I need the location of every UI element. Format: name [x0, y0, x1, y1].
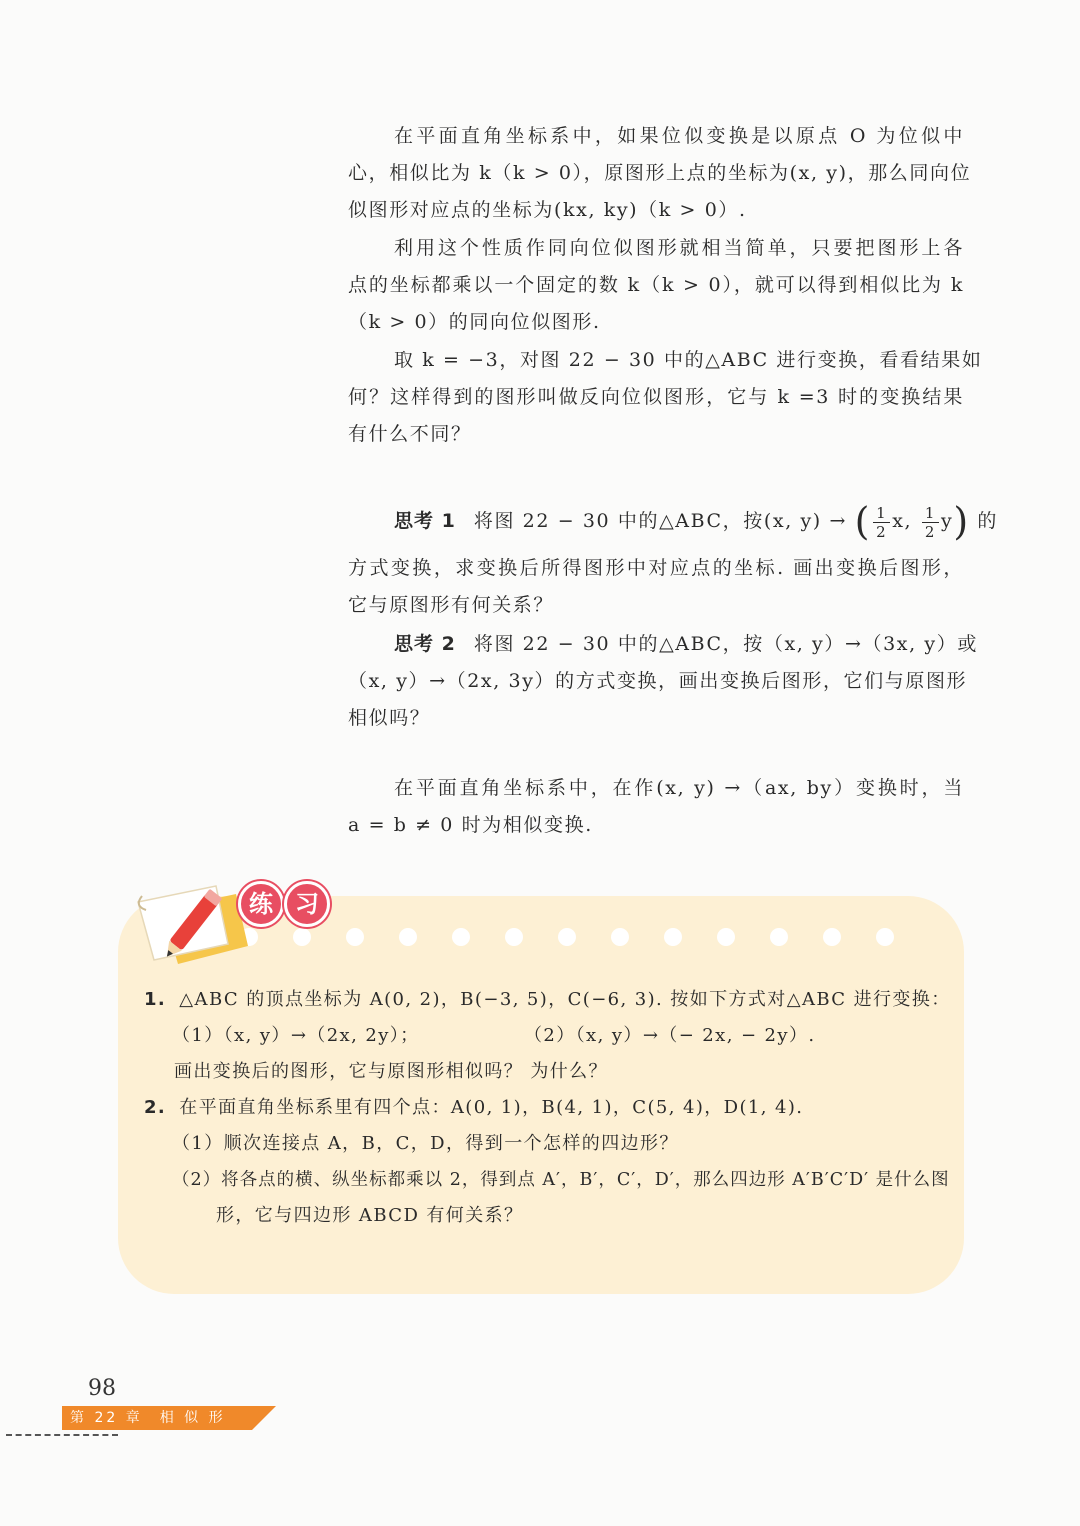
exercise-q1-part2: （2）（x, y）→（− 2x, − 2y）. — [524, 1025, 816, 1046]
exercise-badge-lian: 练 — [238, 881, 284, 927]
decor-dot — [664, 928, 682, 946]
q1-number: 1. — [144, 989, 167, 1010]
decor-dot — [823, 928, 841, 946]
text-line: 在平面直角坐标系中，在作(x, y) →（ax, by）变换时，当 — [394, 777, 964, 799]
text-line: 似图形对应点的坐标为(kx, ky)（k > 0）. — [348, 199, 747, 221]
text-line: （k > 0）的同向位似图形. — [348, 311, 601, 333]
exercise-q2-part2: （2）将各点的横、纵坐标都乘以 2，得到点 A′，B′，C′，D′，那么四边形 A′B′C′D′ 是什么图 — [172, 1170, 950, 1190]
q1-text: △ABC 的顶点坐标为 A(0, 2)，B(−3, 5)，C(−6, 3). 按如下方式对△ABC 进行变换： — [179, 989, 951, 1010]
text-line: 点的坐标都乘以一个固定的数 k（k > 0），就可以得到相似比为 k — [348, 274, 964, 296]
page-number: 98 — [88, 1376, 116, 1401]
exercise-q2 — [144, 1090, 803, 1126]
think-2-text: 将图 22 − 30 中的△ABC，按（x, y）→（3x, y）或 — [473, 633, 978, 655]
text-line: 心，相似比为 k（k > 0），原图形上点的坐标为(x, y)，那么同向位 — [348, 162, 972, 184]
paragraph-similarity-definition — [348, 118, 972, 229]
think-1 — [348, 498, 999, 624]
q2-text: 在平面直角坐标系里有四个点：A(0, 1)，B(4, 1)，C(5, 4)，D(1, 4). — [179, 1097, 804, 1118]
text-line: 有什么不同？ — [348, 423, 472, 445]
decor-dot — [611, 928, 629, 946]
chapter-title: 第 22 章 相 似 形 — [70, 1410, 226, 1426]
text-line: （x, y）→（2x, 3y）的方式变换，画出变换后图形，它们与原图形 — [348, 670, 968, 692]
exercise-q1 — [144, 982, 951, 1018]
decor-dot — [717, 928, 735, 946]
fraction-half: $\frac{1}{2}$ — [873, 504, 890, 541]
pencil-paper-icon — [132, 872, 248, 972]
think-2-label: 思考 2 — [394, 633, 456, 655]
exercise-badge-xi: 习 — [284, 881, 330, 927]
text-line: 相似吗？ — [348, 707, 431, 729]
footer-dashed-line — [6, 1434, 118, 1436]
paren-right: ) — [953, 499, 970, 544]
decor-dot — [452, 928, 470, 946]
text-line: 方式变换，求变换后所得图形中对应点的坐标. 画出变换后图形， — [348, 557, 964, 579]
text-line: 它与原图形有何关系？ — [348, 594, 555, 616]
paragraph-same-direction — [348, 230, 964, 341]
think-1-text: 将图 22 − 30 中的△ABC，按(x, y) → — [473, 510, 847, 532]
text-line: 何？这样得到的图形叫做反向位似图形，它与 k =3 时的变换结果 — [348, 386, 964, 408]
decor-dot — [293, 928, 311, 946]
text-line: 取 k = −3，对图 22 − 30 中的△ABC 进行变换，看看结果如 — [394, 349, 983, 371]
exercise-q1-part1: （1）（x, y）→（2x, 2y）； — [172, 1025, 420, 1046]
think-2-first-line — [348, 626, 978, 663]
text-line: 利用这个性质作同向位似图形就相当简单，只要把图形上各 — [394, 237, 964, 259]
paragraph-reverse-direction — [348, 342, 983, 453]
decor-dot — [346, 928, 364, 946]
decor-dot — [770, 928, 788, 946]
decor-dot — [558, 928, 576, 946]
fraction-half: $\frac{1}{2}$ — [922, 504, 939, 541]
decor-dot — [505, 928, 523, 946]
think-2 — [348, 626, 978, 737]
decor-dot — [399, 928, 417, 946]
exercise-q2-part2-cont: 形，它与四边形 ABCD 有何关系？ — [216, 1205, 524, 1226]
q2-number: 2. — [144, 1097, 167, 1118]
decor-dot — [876, 928, 894, 946]
exercise-q1-question: 画出变换后的图形，它与原图形相似吗？ 为什么？ — [174, 1061, 608, 1082]
paren-left: ( — [854, 499, 872, 544]
exercise-q2-part1: （1）顺次连接点 A，B，C，D，得到一个怎样的四边形？ — [172, 1133, 679, 1154]
text-line: a = b ≠ 0 时为相似变换. — [348, 814, 593, 836]
text-line: 在平面直角坐标系中，如果位似变换是以原点 O 为位似中 — [394, 125, 964, 147]
think-1-label: 思考 1 — [394, 510, 456, 532]
paragraph-conclusion — [348, 770, 964, 844]
think-1-first-line: 思考 1 将图 22 − 30 中的△ABC，按(x, y) → ( $\frac{1}{2}$ x, $\frac{1}{2}$ y) 的 — [394, 499, 999, 544]
